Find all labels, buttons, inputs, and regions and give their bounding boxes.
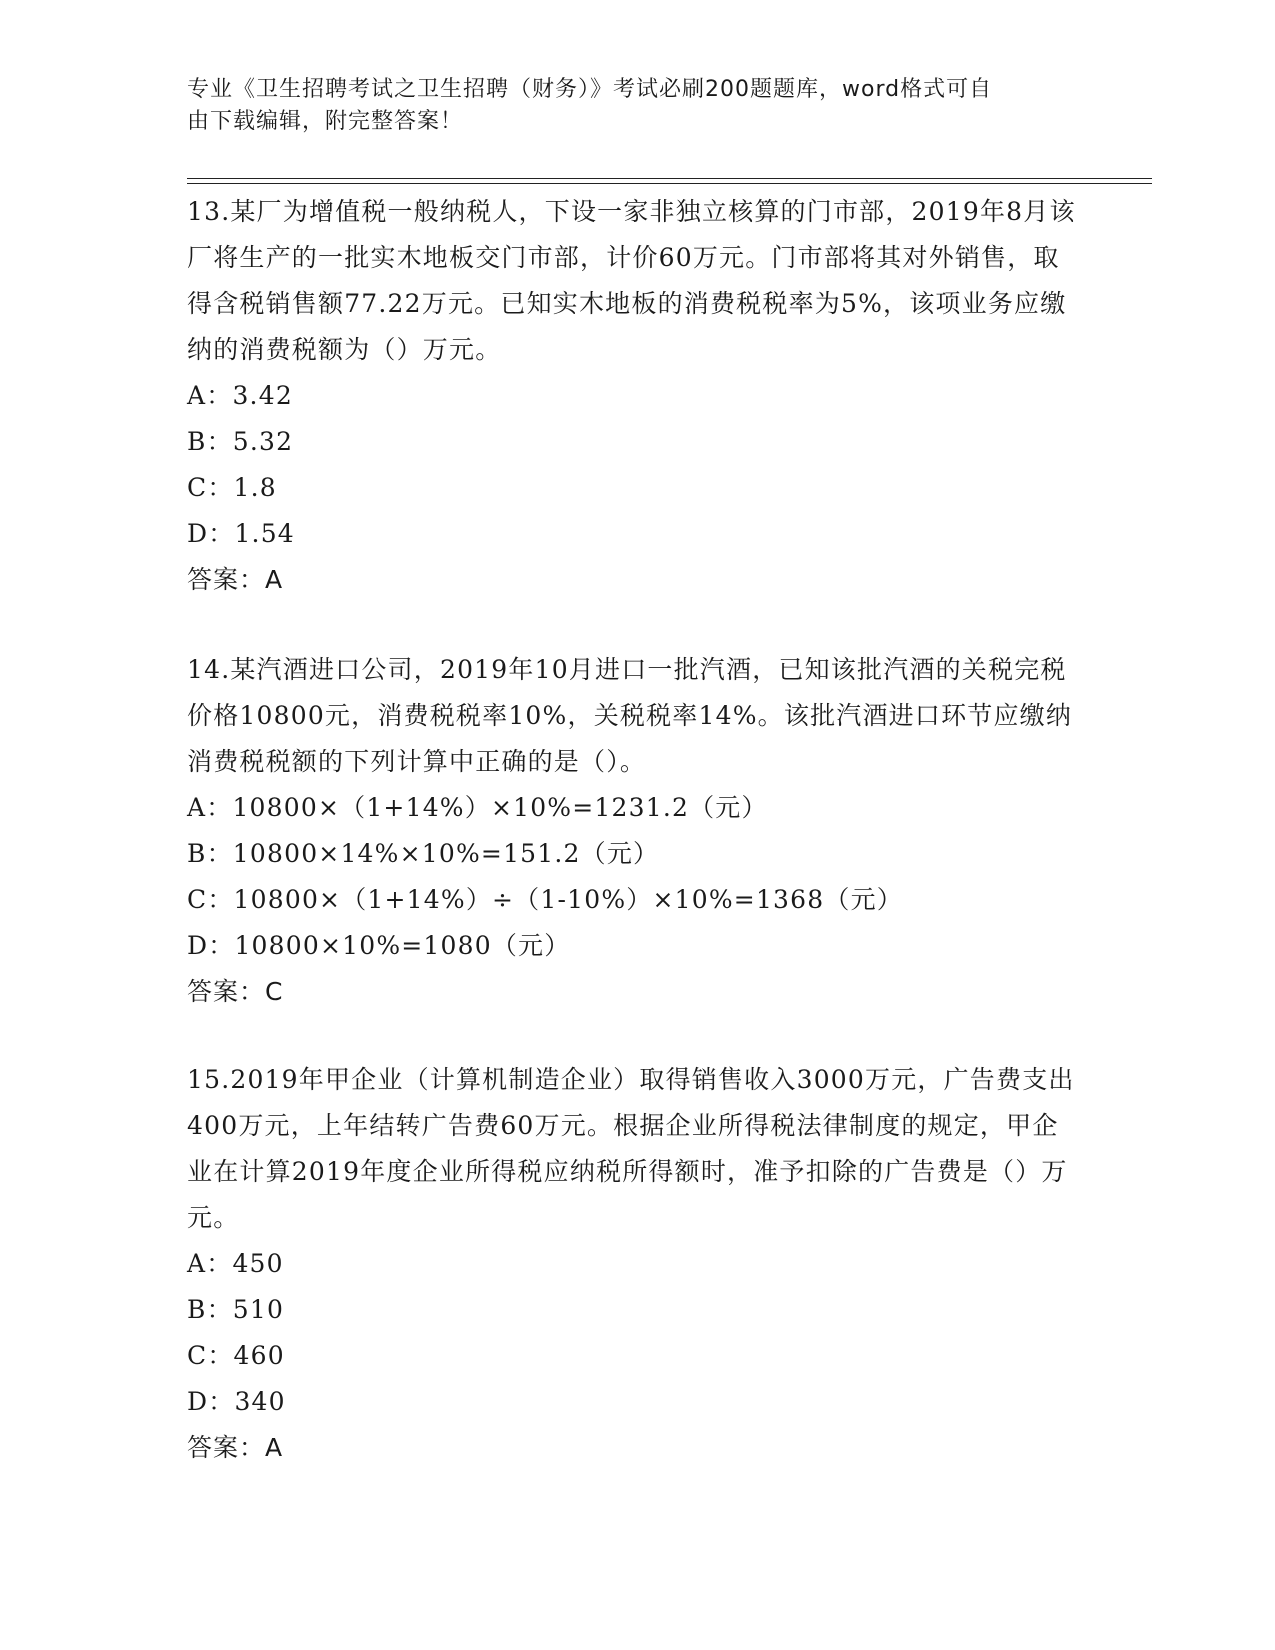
header-line-1: 专业《卫生招聘考试之卫生招聘（财务）》考试必刷200题题库，word格式可自 — [187, 77, 993, 102]
answer-line: 答案：A — [187, 1433, 284, 1462]
question-15 — [187, 1057, 1077, 1471]
header-divider-bottom — [187, 183, 1152, 184]
question-stem: 15.2019年甲企业（计算机制造企业）取得销售收入3000万元，广告费支出400万元，上年结转广告费60万元。根据企业所得税法律制度的规定，甲企业在计算2019年度企业所得税应纳税所得额时，准予扣除的广告费是（）万元。 — [187, 1065, 1075, 1232]
option-c: C：460 — [187, 1341, 285, 1370]
header-divider-top — [187, 178, 1152, 179]
option-b: B：510 — [187, 1295, 285, 1324]
question-14 — [187, 647, 1077, 1015]
question-stem: 13.某厂为增值税一般纳税人，下设一家非独立核算的门市部，2019年8月该厂将生产的一批实木地板交门市部，计价60万元。门市部将其对外销售，取得含税销售额77.22万元。已知实木地板的消费税税率为5%，该项业务应缴纳的消费税额为（）万元。 — [187, 197, 1076, 364]
option-a: A：450 — [187, 1249, 284, 1278]
option-c: C：1.8 — [187, 473, 277, 502]
answer-line: 答案：A — [187, 565, 284, 594]
option-c: C：10800×（1+14%）÷（1-10%）×10%=1368（元） — [187, 885, 903, 914]
option-a: A：3.42 — [187, 381, 293, 410]
answer-line: 答案：C — [187, 977, 284, 1006]
option-d: D：340 — [187, 1387, 286, 1416]
option-d: D：10800×10%=1080（元） — [187, 931, 571, 960]
option-b: B：10800×14%×10%=151.2（元） — [187, 839, 660, 868]
option-b: B：5.32 — [187, 427, 294, 456]
question-stem: 14.某汽酒进口公司，2019年10月进口一批汽酒，已知该批汽酒的关税完税价格10800元，消费税税率10%，关税税率14%。该批汽酒进口环节应缴纳消费税税额的下列计算中正确的是（）。 — [187, 655, 1073, 776]
question-13 — [187, 189, 1077, 603]
option-a: A：10800×（1+14%）×10%=1231.2（元） — [187, 793, 768, 822]
header-line-2: 由下载编辑，附完整答案！ — [187, 109, 464, 134]
document-header — [187, 74, 1067, 138]
option-d: D：1.54 — [187, 519, 295, 548]
